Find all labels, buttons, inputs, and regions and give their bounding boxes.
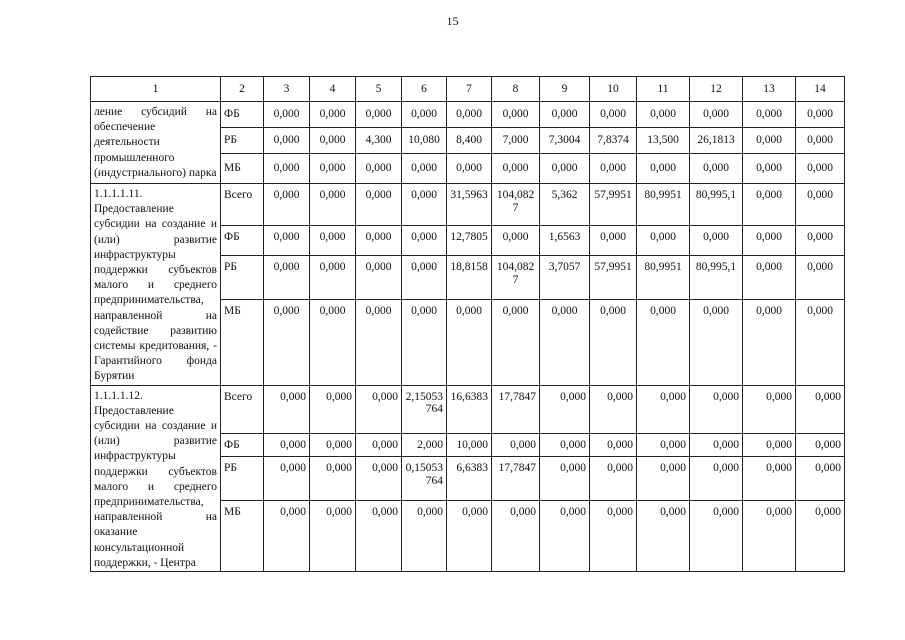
value-cell: 0,000 <box>796 385 845 433</box>
value-cell: 0,000 <box>402 184 447 226</box>
value-cell: 10,000 <box>447 433 492 456</box>
column-header: 5 <box>356 77 402 102</box>
page-number: 15 <box>446 14 459 28</box>
value-cell: 0,000 <box>447 102 492 128</box>
value-cell: 0,000 <box>492 226 540 256</box>
value-cell: 0,000 <box>264 226 310 256</box>
header-row <box>91 77 845 102</box>
value-cell: 0,000 <box>743 184 796 226</box>
column-header: 3 <box>264 77 310 102</box>
value-cell: 0,000 <box>690 154 743 184</box>
value-cell: 18,8158 <box>447 256 492 299</box>
column-header: 7 <box>447 77 492 102</box>
value-cell: 2,15053764 <box>402 385 447 433</box>
value-cell: 0,000 <box>492 154 540 184</box>
value-cell: 0,000 <box>743 500 796 571</box>
value-cell: 80,995,1 <box>690 184 743 226</box>
budget-table <box>90 76 845 572</box>
funding-source: Всего <box>221 385 264 433</box>
value-cell: 0,000 <box>796 226 845 256</box>
table-row <box>91 184 845 226</box>
value-cell: 0,000 <box>310 433 356 456</box>
value-cell: 0,000 <box>310 102 356 128</box>
value-cell: 0,000 <box>264 256 310 299</box>
value-cell: 0,000 <box>637 299 690 385</box>
value-cell: 80,995,1 <box>690 256 743 299</box>
value-cell: 0,000 <box>492 433 540 456</box>
value-cell: 0,000 <box>356 299 402 385</box>
value-cell: 0,000 <box>796 184 845 226</box>
value-cell: 0,000 <box>637 385 690 433</box>
value-cell: 0,000 <box>492 500 540 571</box>
table-row <box>91 102 845 128</box>
value-cell: 57,9951 <box>590 256 637 299</box>
value-cell: 0,000 <box>690 299 743 385</box>
program-description: 1.1.1.1.11. Предоставление субсидии на создание и (или) развитие инфраструктуры поддержки субъектов малого и среднего предпринимательства, направленной на содействие развитию системы кредитования, - Гарантийного фонда Бурятии <box>91 184 221 386</box>
value-cell: 57,9951 <box>590 184 637 226</box>
value-cell: 80,9951 <box>637 184 690 226</box>
table-row <box>91 385 845 433</box>
value-cell: 0,000 <box>637 154 690 184</box>
value-cell: 0,000 <box>264 299 310 385</box>
value-cell: 0,000 <box>356 433 402 456</box>
value-cell: 2,000 <box>402 433 447 456</box>
value-cell: 0,000 <box>540 385 590 433</box>
value-cell: 0,000 <box>796 128 845 154</box>
value-cell: 0,15053764 <box>402 456 447 500</box>
value-cell: 16,6383 <box>447 385 492 433</box>
funding-source: МБ <box>221 500 264 571</box>
value-cell: 0,000 <box>690 433 743 456</box>
value-cell: 0,000 <box>540 299 590 385</box>
value-cell: 0,000 <box>743 433 796 456</box>
column-header: 6 <box>402 77 447 102</box>
value-cell: 0,000 <box>356 456 402 500</box>
value-cell: 0,000 <box>590 299 637 385</box>
column-header: 4 <box>310 77 356 102</box>
funding-source: ФБ <box>221 102 264 128</box>
value-cell: 0,000 <box>590 102 637 128</box>
value-cell: 0,000 <box>540 500 590 571</box>
value-cell: 0,000 <box>690 102 743 128</box>
value-cell: 0,000 <box>356 256 402 299</box>
value-cell: 7,000 <box>492 128 540 154</box>
value-cell: 80,9951 <box>637 256 690 299</box>
value-cell: 0,000 <box>637 102 690 128</box>
value-cell: 0,000 <box>690 456 743 500</box>
funding-source: ФБ <box>221 226 264 256</box>
value-cell: 0,000 <box>356 500 402 571</box>
column-header: 2 <box>221 77 264 102</box>
value-cell: 0,000 <box>637 433 690 456</box>
value-cell: 0,000 <box>743 128 796 154</box>
value-cell: 0,000 <box>264 128 310 154</box>
funding-source: МБ <box>221 299 264 385</box>
value-cell: 0,000 <box>310 500 356 571</box>
value-cell: 0,000 <box>637 226 690 256</box>
value-cell: 12,7805 <box>447 226 492 256</box>
value-cell: 0,000 <box>356 226 402 256</box>
value-cell: 0,000 <box>690 226 743 256</box>
funding-source: РБ <box>221 256 264 299</box>
value-cell: 7,8374 <box>590 128 637 154</box>
value-cell: 0,000 <box>310 154 356 184</box>
value-cell: 0,000 <box>590 456 637 500</box>
value-cell: 17,7847 <box>492 385 540 433</box>
value-cell: 17,7847 <box>492 456 540 500</box>
value-cell: 0,000 <box>447 500 492 571</box>
value-cell: 0,000 <box>402 226 447 256</box>
value-cell: 0,000 <box>356 184 402 226</box>
value-cell: 5,362 <box>540 184 590 226</box>
value-cell: 13,500 <box>637 128 690 154</box>
value-cell: 0,000 <box>690 385 743 433</box>
value-cell: 0,000 <box>492 102 540 128</box>
value-cell: 0,000 <box>540 154 590 184</box>
value-cell: 0,000 <box>402 102 447 128</box>
funding-source: Всего <box>221 184 264 226</box>
value-cell: 0,000 <box>356 385 402 433</box>
value-cell: 0,000 <box>637 456 690 500</box>
value-cell: 0,000 <box>743 299 796 385</box>
value-cell: 0,000 <box>264 154 310 184</box>
value-cell: 104,0827 <box>492 184 540 226</box>
value-cell: 0,000 <box>743 226 796 256</box>
value-cell: 0,000 <box>310 128 356 154</box>
value-cell: 0,000 <box>447 299 492 385</box>
column-header: 12 <box>690 77 743 102</box>
value-cell: 26,1813 <box>690 128 743 154</box>
column-header: 10 <box>590 77 637 102</box>
value-cell: 0,000 <box>796 500 845 571</box>
funding-source: МБ <box>221 154 264 184</box>
value-cell: 0,000 <box>264 385 310 433</box>
value-cell: 0,000 <box>540 433 590 456</box>
program-description: 1.1.1.1.12. Предоставление субсидии на создание и (или) развитие инфраструктуры поддержки субъектов малого и среднего предпринимательства, направленной на оказание консультационной поддержки, - Центра <box>91 385 221 571</box>
value-cell: 0,000 <box>310 385 356 433</box>
value-cell: 0,000 <box>310 299 356 385</box>
value-cell: 0,000 <box>743 385 796 433</box>
value-cell: 0,000 <box>796 456 845 500</box>
value-cell: 0,000 <box>310 226 356 256</box>
value-cell: 0,000 <box>264 500 310 571</box>
value-cell: 0,000 <box>590 154 637 184</box>
value-cell: 8,400 <box>447 128 492 154</box>
column-header: 8 <box>492 77 540 102</box>
value-cell: 0,000 <box>590 433 637 456</box>
value-cell: 0,000 <box>796 299 845 385</box>
value-cell: 0,000 <box>590 385 637 433</box>
value-cell: 0,000 <box>796 433 845 456</box>
value-cell: 0,000 <box>356 154 402 184</box>
column-header: 9 <box>540 77 590 102</box>
value-cell: 7,3004 <box>540 128 590 154</box>
column-header: 1 <box>91 77 221 102</box>
value-cell: 0,000 <box>540 102 590 128</box>
value-cell: 0,000 <box>264 433 310 456</box>
value-cell: 0,000 <box>264 184 310 226</box>
value-cell: 104,0827 <box>492 256 540 299</box>
value-cell: 0,000 <box>402 256 447 299</box>
value-cell: 1,6563 <box>540 226 590 256</box>
value-cell: 0,000 <box>264 102 310 128</box>
value-cell: 0,000 <box>310 256 356 299</box>
value-cell: 3,7057 <box>540 256 590 299</box>
value-cell: 6,6383 <box>447 456 492 500</box>
value-cell: 10,080 <box>402 128 447 154</box>
value-cell: 0,000 <box>492 299 540 385</box>
funding-source: ФБ <box>221 433 264 456</box>
value-cell: 0,000 <box>590 226 637 256</box>
value-cell: 0,000 <box>743 102 796 128</box>
funding-source: РБ <box>221 456 264 500</box>
program-description: ление субсидий на обеспечение деятельности промышленного (индустриального) парка <box>91 102 221 184</box>
value-cell: 0,000 <box>743 256 796 299</box>
column-header: 14 <box>796 77 845 102</box>
value-cell: 0,000 <box>690 500 743 571</box>
value-cell: 0,000 <box>402 500 447 571</box>
value-cell: 0,000 <box>796 256 845 299</box>
column-header: 11 <box>637 77 690 102</box>
value-cell: 0,000 <box>447 154 492 184</box>
value-cell: 0,000 <box>743 154 796 184</box>
value-cell: 31,5963 <box>447 184 492 226</box>
value-cell: 0,000 <box>637 500 690 571</box>
value-cell: 0,000 <box>402 299 447 385</box>
value-cell: 0,000 <box>796 102 845 128</box>
value-cell: 0,000 <box>590 500 637 571</box>
value-cell: 0,000 <box>310 184 356 226</box>
value-cell: 0,000 <box>310 456 356 500</box>
value-cell: 4,300 <box>356 128 402 154</box>
value-cell: 0,000 <box>743 456 796 500</box>
value-cell: 0,000 <box>796 154 845 184</box>
value-cell: 0,000 <box>264 456 310 500</box>
column-header: 13 <box>743 77 796 102</box>
value-cell: 0,000 <box>402 154 447 184</box>
value-cell: 0,000 <box>356 102 402 128</box>
value-cell: 0,000 <box>540 456 590 500</box>
funding-source: РБ <box>221 128 264 154</box>
